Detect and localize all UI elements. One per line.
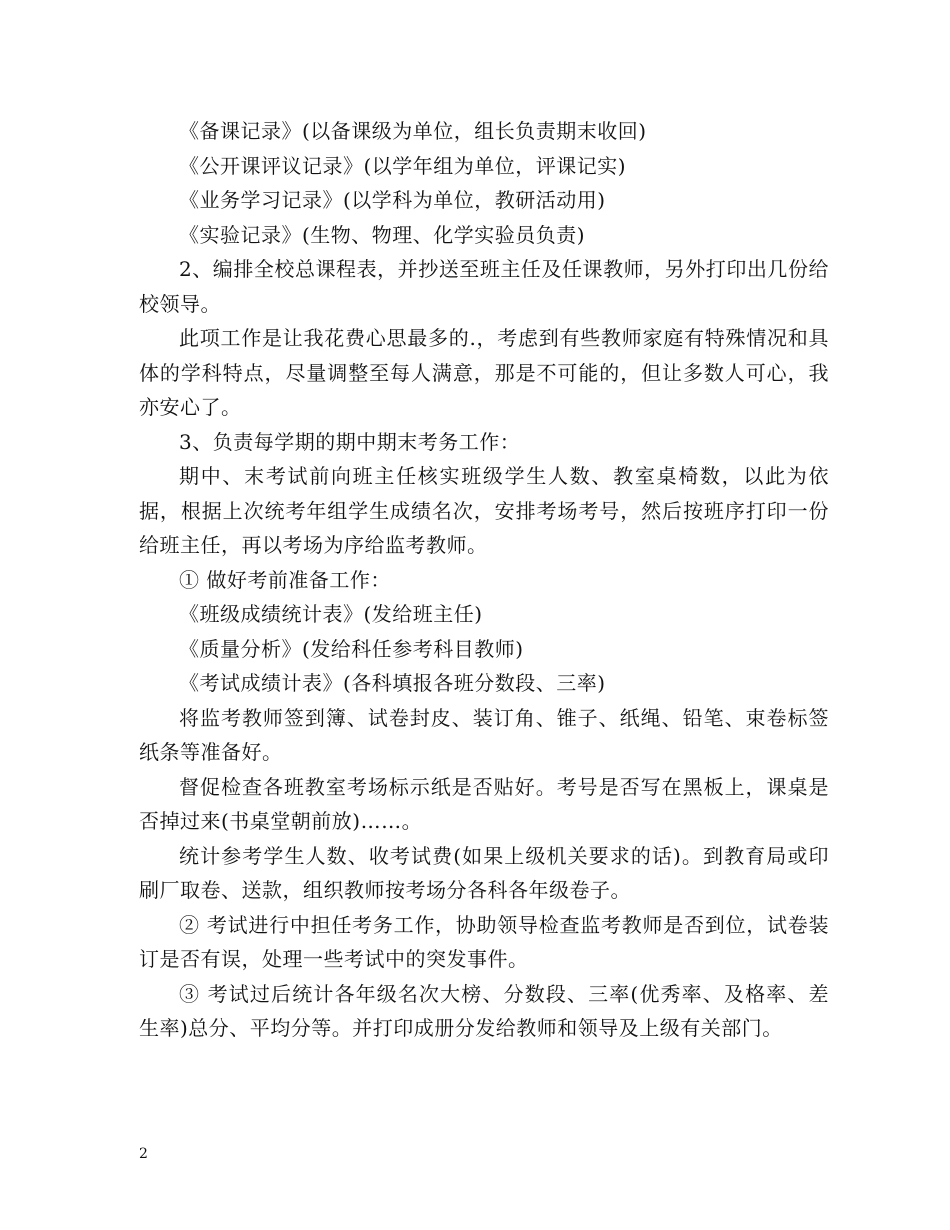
- document-body: [139, 114, 829, 1046]
- paragraph-exam-score-table: 《考试成绩计表》(各科填报各班分数段、三率): [179, 671, 606, 695]
- paragraph-class-score-table: 《班级成绩统计表》(发给班主任): [179, 602, 483, 626]
- paragraph-open-class-review-record: 《公开课评议记录》(以学年组为单位，评课记实): [179, 153, 627, 178]
- paragraph-schedule-task: 2、编排全校总课程表，并抄送至班主任及任课教师，另外打印出几份给校领导。: [139, 257, 829, 316]
- paragraph-student-count: 统计参考学生人数、收考试费(如果上级机关要求的话)。到教育局或印刷厂取卷、送款，组织教师按考场分各科各年级卷子。: [139, 843, 829, 902]
- paragraph-pre-exam-heading: ① 做好考前准备工作：: [179, 567, 391, 592]
- page-number: 2: [139, 1146, 148, 1162]
- paragraph-exam-duty-heading: 3、负责每学期的期中期末考务工作：: [179, 429, 521, 454]
- paragraph-quality-analysis: 《质量分析》(发给科任参考科目教师): [179, 636, 524, 661]
- paragraph-room-check: 督促检查各班教室考场标示纸是否贴好。考号是否写在黑板上，课桌是否掉过来(书桌堂朝前放)……。: [139, 774, 829, 833]
- paragraph-after-exam: ③ 考试过后统计各年级名次大榜、分数段、三率(优秀率、及格率、差生率)总分、平均分等。并打印成册分发给教师和领导及上级有关部门。: [139, 981, 829, 1040]
- paragraph-materials: 将监考教师签到簿、试卷封皮、装订角、锥子、纸绳、铅笔、束卷标签纸条等准备好。: [139, 705, 829, 764]
- paragraph-schedule-reflection: 此项工作是让我花费心思最多的.，考虑到有些教师家庭有特殊情况和具体的学科特点，尽量调整至每人满意，那是不可能的，但让多数人可心，我亦安心了。: [139, 326, 829, 419]
- paragraph-during-exam: ② 考试进行中担任考务工作，协助领导检查监考教师是否到位，试卷装订是否有误，处理一些考试中的突发事件。: [139, 912, 829, 971]
- paragraph-exam-preparation: 期中、末考试前向班主任核实班级学生人数、教室桌椅数，以此为依据，根据上次统考年组学生成绩名次，安排考场考号，然后按班序打印一份给班主任，再以考场为序给监考教师。: [139, 464, 829, 557]
- paragraph-experiment-record: 《实验记录》(生物、物理、化学实验员负责): [179, 222, 586, 247]
- paragraph-lesson-prep-record: 《备课记录》(以备课级为单位，组长负责期末收回): [179, 119, 647, 143]
- paragraph-study-record: 《业务学习记录》(以学科为单位，教研活动用): [179, 188, 606, 212]
